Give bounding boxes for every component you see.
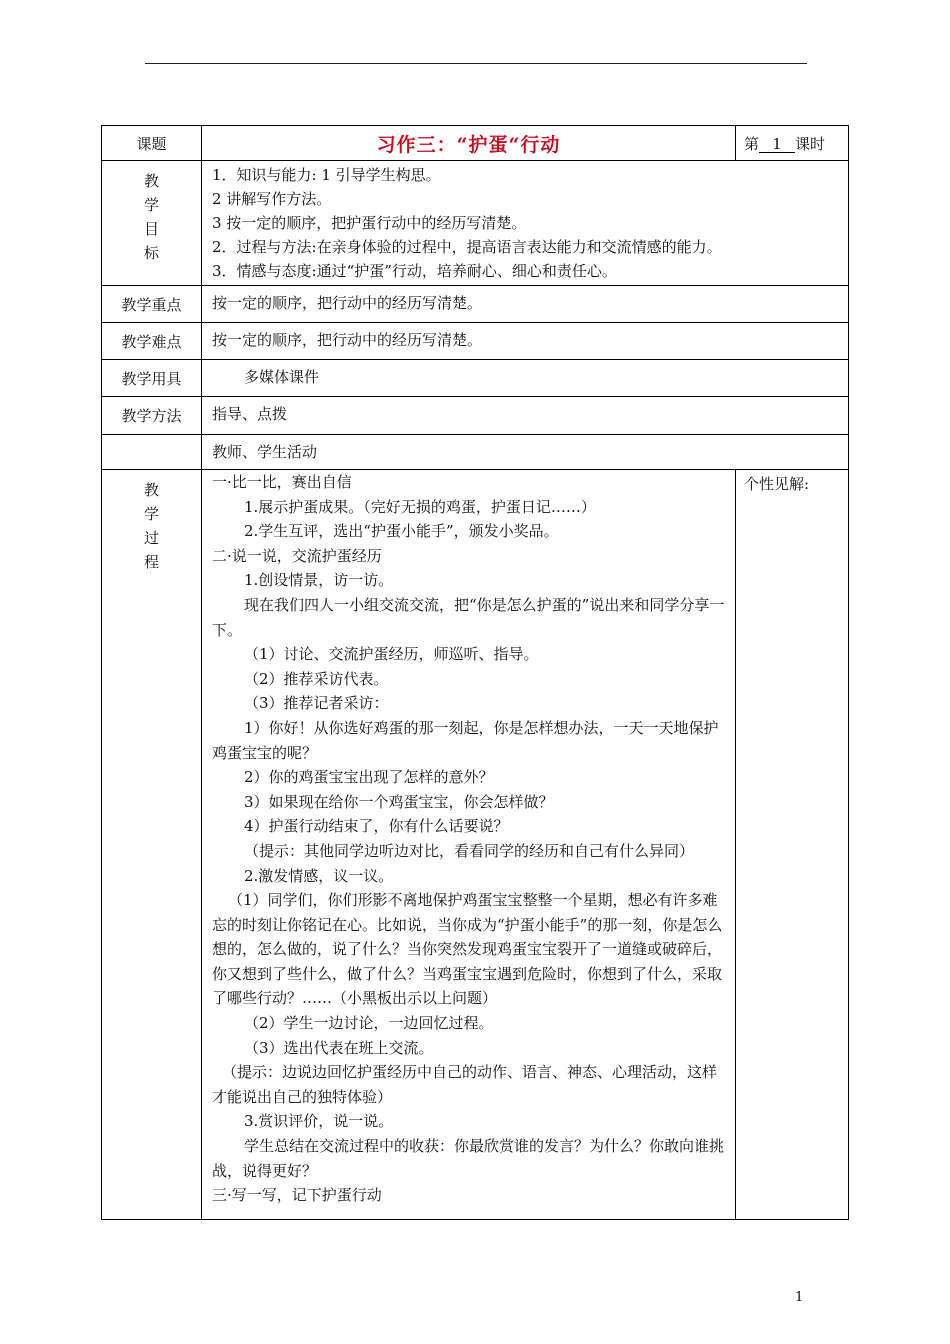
process-line: 3）如果现在给你一个鸡蛋宝宝，你会怎样做？ [244, 792, 554, 811]
key-points-label: 教学重点 [102, 286, 202, 323]
lesson-prefix: 第 [744, 134, 760, 153]
process-line: （2）推荐采访代表。 [244, 669, 389, 688]
process-line: （1）同学们，你们形影不离地保护鸡蛋宝宝整整一个星期，想必有许多难忘的时刻让你铭记在心。比如说，当你成为“护蛋小能手”的那一刻，你是怎么想的，怎么做的，说了什么？当你突然发现鸡蛋宝宝裂开了一道缝或破碎后，你又想到了些什么，做了什么？当鸡蛋宝宝遇到危险时，你想到了什么，采取了哪些行动？……（小黑板出示以上问题） [212, 891, 723, 1008]
process-line: 1.展示护蛋成果。（完好无损的鸡蛋，护蛋日记……） [244, 497, 596, 516]
lesson-title: 习作三：“护蛋“行动 [202, 126, 736, 161]
key-points: 按一定的顺序，把行动中的经历写清楚。 [202, 286, 849, 323]
process-line: （3）推荐记者采访： [244, 694, 389, 713]
lesson-suffix: 课时 [795, 134, 826, 153]
objective-line: 2．过程与方法:在亲身体验的过程中，提高语言表达能力和交流情感的能力。 [212, 238, 722, 256]
tools-label: 教学用具 [102, 360, 202, 397]
activities-header: 教师、学生活动 [202, 435, 849, 470]
process-label: 教 学 过 程 [102, 470, 202, 1220]
process-line: 2.学生互评，选出“护蛋小能手”，颁发小奖品。 [244, 522, 559, 541]
objective-line: 1．知识与能力: 1 引导学生构思。 [212, 166, 441, 184]
process-line: 学生总结在交流过程中的收获：你最欣赏谁的发言？为什么？你敢向谁挑战，说得更好？ [212, 1137, 725, 1180]
remarks: 个性见解: [736, 470, 849, 1220]
process-line: 三·写一写，记下护蛋行动 [212, 1186, 382, 1205]
methods: 指导、点拨 [202, 397, 849, 435]
process-line: 2.激发情感，议一议。 [244, 866, 394, 885]
process-line: 2）你的鸡蛋宝宝出现了怎样的意外？ [244, 768, 494, 787]
process-line: 二·说一说，交流护蛋经历 [212, 546, 382, 565]
title-label: 课题 [102, 126, 202, 161]
process-line: 4）护蛋行动结束了，你有什么话要说？ [244, 817, 509, 836]
header-rule [145, 63, 807, 64]
process-line: （2）学生一边讨论，一边回忆过程。 [244, 1014, 494, 1033]
objectives [202, 161, 849, 286]
lesson-number: 1 [759, 136, 795, 153]
objective-line: 2 讲解写作方法。 [212, 190, 332, 208]
objective-line: 3．情感与态度:通过“护蛋”行动，培养耐心、细心和责任心。 [212, 262, 617, 280]
tools: 多媒体课件 [202, 360, 849, 397]
difficulties: 按一定的顺序，把行动中的经历写清楚。 [202, 323, 849, 360]
process-line: 1）你好！从你选好鸡蛋的那一刻起，你是怎样想办法，一天一天地保护鸡蛋宝宝的呢？ [212, 718, 719, 762]
difficulties-label: 教学难点 [102, 323, 202, 360]
process-line: （1）讨论、交流护蛋经历，师巡听、指导。 [244, 645, 539, 664]
process-line: 3.赏识评价，说一说。 [244, 1112, 394, 1131]
lesson-plan-table [101, 125, 849, 1220]
methods-label: 教学方法 [102, 397, 202, 435]
lesson-number-cell [736, 126, 849, 161]
empty-cell [102, 435, 202, 470]
process-line: 现在我们四人一小组交流交流，把“你是怎么护蛋的”说出来和同学分享一下。 [212, 595, 725, 639]
process-line: （提示：其他同学边听边对比，看看同学的经历和自己有什么异同） [244, 841, 695, 860]
page-number: 1 [795, 1290, 804, 1305]
process-line: 一·比一比，赛出自信 [212, 473, 352, 491]
process-content [202, 470, 736, 1220]
process-line: 1.创设情景，访一访。 [244, 571, 394, 590]
objectives-label: 教 学 目 标 [102, 161, 202, 286]
process-line: （3）选出代表在班上交流。 [244, 1038, 434, 1057]
objective-line: 3 按一定的顺序，把护蛋行动中的经历写清楚。 [212, 214, 527, 232]
process-line: （提示：边说边回忆护蛋经历中自己的动作、语言、神态、心理活动，这样才能说出自己的独特体验） [212, 1063, 718, 1106]
